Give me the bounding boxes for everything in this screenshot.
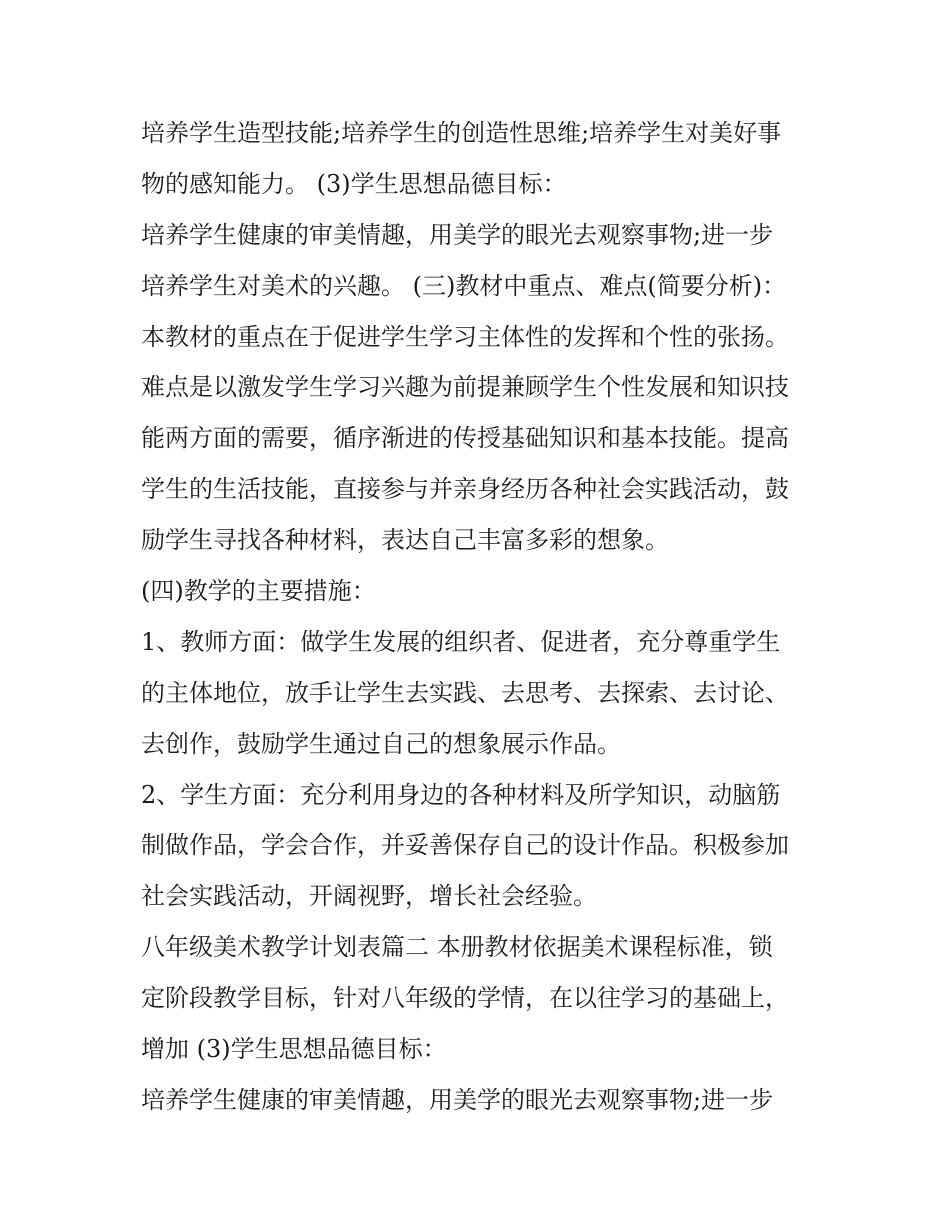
text-line: 制做作品，学会合作，并妥善保存自己的设计作品。积极参加	[141, 831, 789, 860]
text-line: 八年级美术教学计划表篇二 本册教材依据美术课程标准，锁	[141, 933, 773, 962]
text-line: 励学生寻找各种材料，表达自己丰富多彩的想象。	[141, 526, 669, 555]
text-line: 难点是以激发学生学习兴趣为前提兼顾学生个性发展和知识技	[141, 373, 789, 402]
text-line: 学生的生活技能，直接参与并亲身经历各种社会实践活动，鼓	[141, 475, 789, 504]
text-line: 物的感知能力。 (3)学生思想品德目标：	[141, 169, 567, 198]
section-heading: (四)教学的主要措施：	[141, 577, 376, 606]
text-line: 培养学生健康的审美情趣，用美学的眼光去观察事物;进一步	[141, 220, 774, 249]
text-line: 培养学生健康的审美情趣，用美学的眼光去观察事物;进一步	[141, 1085, 774, 1114]
text-line: 培养学生造型技能;培养学生的创造性思维;培养学生对美好事	[141, 119, 782, 147]
text-line: 1、教师方面：做学生发展的组织者、促进者，充分尊重学生	[141, 627, 781, 656]
text-line: 培养学生对美术的兴趣。 (三)教材中重点、难点(简要分析)：	[141, 271, 787, 300]
text-line: 去创作，鼓励学生通过自己的想象展示作品。	[141, 729, 621, 758]
text-line: 增加 (3)学生思想品德目标：	[141, 1035, 447, 1064]
document-body	[141, 108, 831, 1126]
text-line: 的主体地位，放手让学生去实践、去思考、去探索、去讨论、	[141, 678, 789, 707]
text-line: 定阶段教学目标，针对八年级的学情，在以往学习的基础上，	[141, 984, 789, 1013]
text-line: 本教材的重点在于促进学生学习主体性的发挥和个性的张扬。	[141, 322, 789, 351]
text-line: 社会实践活动，开阔视野，增长社会经验。	[141, 882, 597, 911]
text-line: 2、学生方面：充分利用身边的各种材料及所学知识，动脑筋	[141, 780, 781, 809]
text-line: 能两方面的需要，循序渐进的传授基础知识和基本技能。提高	[141, 424, 789, 453]
